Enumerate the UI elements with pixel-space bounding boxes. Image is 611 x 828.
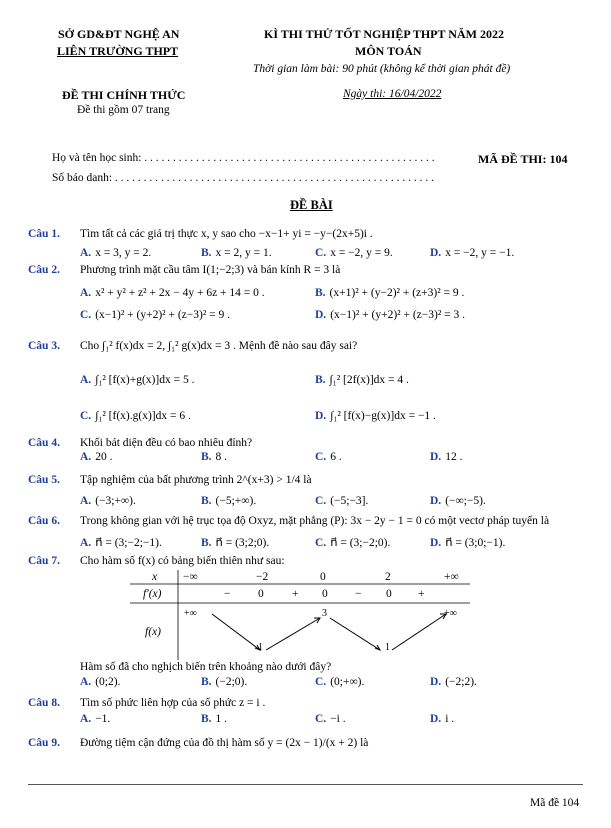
option-letter: C.	[80, 410, 92, 422]
vt-f-4: +∞	[444, 608, 457, 619]
q2-text: Phương trình mặt cầu tâm I(1;−2;3) và bán kính R = 3 là	[80, 264, 341, 276]
vt-sign-1: 0	[258, 588, 264, 600]
option-letter: B.	[315, 287, 326, 299]
q6-option-b[interactable]	[201, 535, 269, 549]
q9-text: Đường tiệm cận đứng của đồ thị hàm số y = (2x − 1)/(x + 2) là	[80, 737, 369, 749]
q5-option-b[interactable]	[201, 495, 256, 507]
option-letter: D.	[430, 713, 442, 725]
option-text: x = −2, y = −1.	[445, 247, 515, 259]
option-text: x² + y² + z² + 2x − 4y + 6z + 14 = 0 .	[95, 287, 265, 299]
option-letter: C.	[315, 537, 327, 549]
vt-x-3: 2	[385, 571, 391, 583]
q5-text: Tập nghiệm của bất phương trình 2^(x+3) > 1/4 là	[80, 474, 312, 486]
vt-x-4: +∞	[444, 571, 459, 583]
option-letter: A.	[80, 713, 92, 725]
option-text: 20 .	[95, 451, 113, 463]
vt-f-label: f(x)	[145, 626, 161, 638]
q8-label: Câu 8.	[28, 697, 60, 709]
option-text: (−3;+∞).	[95, 495, 136, 507]
q4-option-b[interactable]	[201, 451, 227, 463]
q5-option-d[interactable]	[430, 495, 486, 507]
q8-text: Tìm số phức liên hợp của số phức z = i .	[80, 697, 266, 709]
option-letter: A.	[80, 374, 92, 386]
option-letter: D.	[430, 495, 442, 507]
option-text: n⃗ = (3;−2;0).	[330, 537, 391, 549]
q7-option-a[interactable]	[80, 676, 120, 688]
q3-option-d[interactable]	[315, 410, 436, 422]
option-text: x = 3, y = 2.	[95, 247, 152, 259]
vt-sign-3: 0	[322, 588, 328, 600]
page-count: Đề thi gồm 07 trang	[77, 104, 170, 116]
option-text: ∫₁² [f(x)−g(x)]dx = −1 .	[330, 410, 436, 422]
vt-x-1: −2	[256, 571, 269, 583]
option-text: n⃗ = (3;−2;−1).	[95, 537, 162, 549]
option-text: (−5;−3].	[330, 495, 369, 507]
exam-code: MÃ ĐỀ THI: 104	[478, 152, 568, 166]
q6-option-c[interactable]	[315, 535, 390, 549]
q1-option-d[interactable]	[430, 247, 514, 259]
option-text: n⃗ = (3;2;0).	[215, 537, 270, 549]
q3-text: Cho ∫₁² f(x)dx = 2, ∫₁² g(x)dx = 3 . Mệnh đề nào sau đây sai?	[80, 340, 358, 352]
option-text: x = 2, y = 1.	[215, 247, 272, 259]
q7-option-c[interactable]	[315, 676, 364, 688]
q8-option-b[interactable]	[201, 713, 227, 725]
q2-option-b[interactable]	[315, 287, 464, 299]
option-letter: C.	[315, 247, 327, 259]
exam-date: Ngày thi: 16/04/2022	[343, 88, 442, 100]
q6-label: Câu 6.	[28, 515, 60, 527]
q1-option-a[interactable]	[80, 247, 151, 259]
option-letter: B.	[201, 495, 212, 507]
option-letter: C.	[315, 451, 327, 463]
q4-text: Khối bát diện đều có bao nhiêu đỉnh?	[80, 437, 253, 449]
option-text: (0;2).	[95, 676, 121, 688]
option-letter: A.	[80, 676, 92, 688]
exam-title: KÌ THI THỬ TỐT NGHIỆP THPT NĂM 2022	[264, 27, 504, 41]
section-title: ĐỀ BÀI	[290, 198, 333, 212]
option-text: −i .	[330, 713, 346, 725]
q8-option-a[interactable]	[80, 713, 110, 725]
option-text: 8 .	[215, 451, 228, 463]
time-note: Thời gian làm bài: 90 phút (không kể thời gian phát đề)	[253, 63, 511, 75]
option-letter: A.	[80, 495, 92, 507]
q5-option-c[interactable]	[315, 495, 368, 507]
option-letter: A.	[80, 287, 92, 299]
q9-label: Câu 9.	[28, 737, 60, 749]
arrow-up-1	[266, 618, 320, 650]
q4-label: Câu 4.	[28, 437, 60, 449]
q2-option-d[interactable]	[315, 309, 465, 321]
q6-text: Trong không gian với hệ trục tọa độ Oxyz, mặt phẳng (P): 3x − 2y − 1 = 0 có một vectơ pháp tuyến là	[80, 515, 550, 527]
vt-sign-4: −	[355, 588, 362, 600]
option-letter: D.	[430, 451, 442, 463]
vt-sign-6: +	[418, 588, 425, 600]
option-letter: C.	[315, 495, 327, 507]
option-text: 1 .	[215, 713, 228, 725]
option-text: −1.	[95, 713, 111, 725]
vt-f-0: +∞	[184, 608, 197, 619]
q3-option-b[interactable]	[315, 374, 409, 386]
official-label: ĐỀ THI CHÍNH THỨC	[62, 88, 186, 102]
option-text: x = −2, y = 9.	[330, 247, 393, 259]
vt-x-2: 0	[320, 571, 326, 583]
q5-option-a[interactable]	[80, 495, 136, 507]
option-letter: A.	[80, 451, 92, 463]
q7-option-b[interactable]	[201, 676, 247, 688]
option-text: (−2;2).	[445, 676, 477, 688]
q3-label: Câu 3.	[28, 340, 60, 352]
q7-question: Hàm số đã cho nghịch biến trên khoảng nào dưới đây?	[80, 661, 332, 673]
q2-label: Câu 2.	[28, 264, 60, 276]
option-letter: C.	[315, 713, 327, 725]
subject: MÔN TOÁN	[355, 44, 422, 58]
q5-label: Câu 5.	[28, 474, 60, 486]
q6-option-d[interactable]	[430, 535, 505, 549]
option-text: (x−1)² + (y+2)² + (z−3)² = 3 .	[330, 309, 466, 321]
option-text: (0;+∞).	[330, 676, 365, 688]
q3-option-a[interactable]	[80, 374, 194, 386]
vt-x-0: −∞	[183, 571, 198, 583]
arrow-up-2	[392, 614, 446, 650]
q2-option-c[interactable]	[80, 309, 230, 321]
student-id-field[interactable]: Số báo danh: . . . . . . . . . . . . . . . . . . . . . . . . . . . . . . . . . . . . . . . . . . . . . . . . . . . . . . . .	[52, 172, 435, 184]
vt-sign-0: −	[224, 588, 231, 600]
option-text: n⃗ = (3;0;−1).	[445, 537, 506, 549]
q1-text: Tìm tất cả các giá trị thực x, y sao cho −x−1+ yi = −y−(2x+5)i .	[80, 228, 373, 240]
q8-option-c[interactable]	[315, 713, 346, 725]
option-text: ∫₁² [f(x)+g(x)]dx = 5 .	[95, 374, 195, 386]
q6-option-a[interactable]	[80, 535, 162, 549]
option-letter: B.	[315, 374, 326, 386]
footer-code: Mã đề 104	[530, 797, 580, 809]
option-letter: B.	[201, 451, 212, 463]
option-letter: B.	[201, 713, 212, 725]
option-letter: B.	[201, 247, 212, 259]
option-text: ∫₁² [f(x).g(x)]dx = 6 .	[95, 410, 191, 422]
option-letter: C.	[315, 676, 327, 688]
option-text: (−∞;−5).	[445, 495, 486, 507]
q4-option-a[interactable]	[80, 451, 112, 463]
vt-fprime-label: f′(x)	[143, 588, 162, 600]
option-letter: D.	[430, 676, 442, 688]
q7-option-d[interactable]	[430, 676, 477, 688]
option-text: ∫₁² [2f(x)]dx = 4 .	[329, 374, 409, 386]
option-letter: D.	[315, 410, 327, 422]
vt-f-3: 1	[385, 642, 390, 653]
option-letter: D.	[315, 309, 327, 321]
arrow-down-2	[330, 618, 380, 650]
variation-table	[130, 570, 470, 660]
vt-f-2: 3	[322, 608, 327, 619]
q4-option-d[interactable]	[430, 451, 462, 463]
vt-sign-2: +	[292, 588, 299, 600]
org-line2: LIÊN TRƯỜNG THPT	[57, 44, 179, 58]
q7-text: Cho hàm số f(x) có bảng biến thiên như sau:	[80, 555, 285, 567]
q2-option-a[interactable]	[80, 287, 265, 299]
q3-option-c[interactable]	[80, 410, 191, 422]
q1-label: Câu 1.	[28, 228, 60, 240]
option-letter: D.	[430, 537, 442, 549]
option-text: (−5;+∞).	[215, 495, 257, 507]
q8-option-d[interactable]	[430, 713, 454, 725]
q7-label: Câu 7.	[28, 555, 60, 567]
option-text: (−2;0).	[215, 676, 248, 688]
q4-option-c[interactable]	[315, 451, 342, 463]
option-text: (x−1)² + (y+2)² + (z−3)² = 9 .	[95, 309, 231, 321]
option-letter: C.	[80, 309, 92, 321]
student-name-field[interactable]: Họ và tên học sinh: . . . . . . . . . . . . . . . . . . . . . . . . . . . . . . . . . . . . . . . . . . . . . . . . . . .	[52, 152, 435, 164]
option-text: (x+1)² + (y−2)² + (z+3)² = 9 .	[329, 287, 465, 299]
option-text: 12 .	[445, 451, 463, 463]
option-text: 6 .	[330, 451, 342, 463]
footer-divider	[28, 784, 583, 785]
option-letter: A.	[80, 247, 92, 259]
vt-f-1: 1	[258, 642, 263, 653]
option-letter: B.	[201, 537, 212, 549]
option-letter: D.	[430, 247, 442, 259]
arrow-down-1	[212, 614, 260, 650]
option-text: i .	[445, 713, 455, 725]
org-line1: SỞ GD&ĐT NGHỆ AN	[58, 27, 180, 41]
option-letter: A.	[80, 537, 92, 549]
q1-option-c[interactable]	[315, 247, 393, 259]
vt-sign-5: 0	[386, 588, 392, 600]
option-letter: B.	[201, 676, 212, 688]
q1-option-b[interactable]	[201, 247, 272, 259]
vt-x-label: x	[152, 571, 158, 583]
